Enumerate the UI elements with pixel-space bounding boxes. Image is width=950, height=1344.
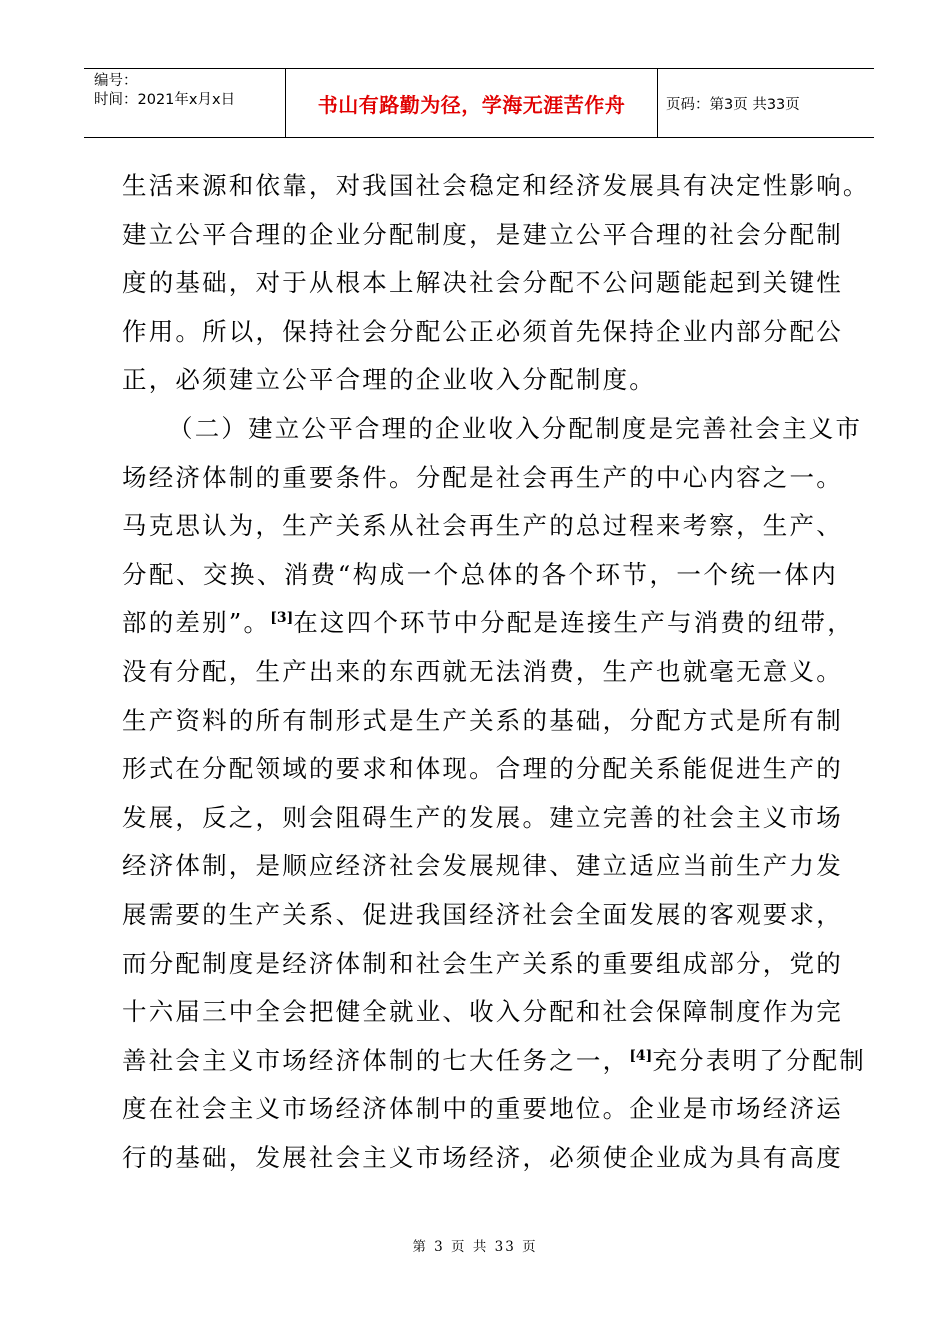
citation-ref: [3] <box>270 610 294 627</box>
body-line: （二）建立公平合理的企业收入分配制度是完善社会主义市 <box>168 413 863 443</box>
body-text-segment: 善社会主义市场经济体制的七大任务之一， <box>122 1045 630 1075</box>
page-footer: 第 3 页 共 33 页 <box>412 1239 538 1255</box>
body-line: 马克思认为，生产关系从社会再生产的总过程来考察，生产、 <box>122 511 843 541</box>
body-line: 展需要的生产关系、促进我国经济社会全面发展的客观要求， <box>122 899 843 929</box>
header-motto: 书山有路勤为径，学海无涯苦作舟 <box>286 69 658 137</box>
body-line-with-citation <box>122 599 854 648</box>
header-meta <box>84 69 286 137</box>
body-line: 场经济体制的重要条件。分配是社会再生产的中心内容之一。 <box>122 462 843 492</box>
document-body <box>122 162 870 1182</box>
body-line-with-citation <box>122 1037 866 1086</box>
body-line: 行的基础，发展社会主义市场经济，必须使企业成为具有高度 <box>122 1142 843 1172</box>
body-line: 十六届三中全会把健全就业、收入分配和社会保障制度作为完 <box>122 997 843 1027</box>
body-line: 作用。所以，保持社会分配公正必须首先保持企业内部分配公 <box>122 316 843 346</box>
header-page-label: 页码：第3页 共33页 <box>666 96 800 113</box>
body-line: 建立公平合理的企业分配制度，是建立公平合理的社会分配制 <box>122 219 843 249</box>
body-line: 度的基础，对于从根本上解决社会分配不公问题能起到关键性 <box>122 268 843 298</box>
body-line: 生活来源和依靠，对我国社会稳定和经济发展具有决定性影响。 <box>122 171 870 200</box>
citation-ref: [4] <box>629 1047 653 1064</box>
body-line: 生产资料的所有制形式是生产关系的基础，分配方式是所有制 <box>122 705 843 735</box>
body-line: 分配、交换、消费“构成一个总体的各个环节，一个统一体内 <box>122 559 838 589</box>
header-number-label: 编号： <box>94 73 138 89</box>
body-line: 正，必须建立公平合理的企业收入分配制度。 <box>122 365 656 395</box>
body-line: 度在社会主义市场经济体制中的重要地位。企业是市场经济运 <box>122 1094 843 1124</box>
body-line: 而分配制度是经济体制和社会生产关系的重要组成部分，党的 <box>122 948 843 978</box>
body-text-segment: 充分表明了分配制 <box>652 1045 866 1075</box>
document-header <box>84 68 874 138</box>
body-text-segment: 部的差别”。 <box>122 608 271 638</box>
body-line: 经济体制，是顺应经济社会发展规律、建立适应当前生产力发 <box>122 851 843 881</box>
body-line: 形式在分配领域的要求和体现。合理的分配关系能促进生产的 <box>122 754 843 784</box>
header-time-label: 时间：2021年x月x日 <box>94 92 236 108</box>
body-text-segment: 在这四个环节中分配是连接生产与消费的纽带， <box>293 608 854 638</box>
body-line: 没有分配，生产出来的东西就无法消费，生产也就毫无意义。 <box>122 656 843 686</box>
body-line: 发展，反之，则会阻碍生产的发展。建立完善的社会主义市场 <box>122 802 843 832</box>
